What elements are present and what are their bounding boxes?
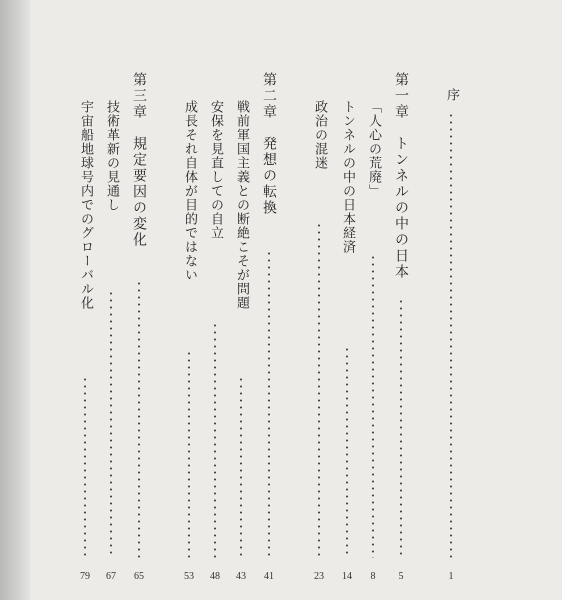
chapter-title: 第三章 規定要因の変化 [131,72,147,248]
chapter-title: 第一章 トンネルの中の日本 [393,72,409,280]
leader-dots [372,254,374,558]
section-title: 宇宙船地球号内でのグローバル化 [78,100,93,310]
leader-dots [214,322,216,558]
section-title: 「人心の荒廃」 [366,100,381,198]
toc-entry-jo[interactable] [440,0,462,600]
toc-page-number: 48 [210,571,220,582]
leader-dots [346,346,348,558]
toc-entry-section-2-3[interactable] [178,0,200,600]
section-title: トンネルの中の日本経済 [340,100,355,254]
leader-dots [188,350,190,558]
toc-entry-chapter-2[interactable] [258,0,280,600]
section-title: 政治の混迷 [312,100,327,170]
leader-dots [240,376,242,558]
toc-page-number: 43 [236,571,246,582]
toc-entry-section-1-2[interactable] [336,0,358,600]
toc-page [30,0,562,600]
toc-entry-section-1-1[interactable] [362,0,384,600]
leader-dots [450,112,452,558]
toc-page-number: 8 [370,571,376,582]
toc-page-number: 5 [398,571,404,582]
toc-page-number: 53 [184,571,194,582]
section-title: 戦前軍国主義との断絶こそが問題 [234,100,249,310]
toc-page-number: 14 [342,571,352,582]
toc-entry-section-3-1[interactable] [100,0,122,600]
section-title: 安保を見直しての自立 [208,100,223,240]
toc-entry-chapter-1[interactable] [390,0,412,600]
leader-dots [138,280,140,558]
toc-entry-section-3-2[interactable] [74,0,96,600]
leader-dots [84,376,86,558]
toc-page-number: 79 [80,571,90,582]
section-title: 技術革新の見通し [104,100,119,212]
toc-page-number: 23 [314,571,324,582]
leader-dots [318,222,320,558]
leader-dots [110,290,112,558]
toc-title: 序 [444,88,459,102]
section-title: 成長それ自体が目的ではない [182,100,197,282]
toc-entry-chapter-3[interactable] [128,0,150,600]
toc-page-number: 1 [448,571,454,582]
book-gutter [0,0,30,600]
leader-dots [268,250,270,558]
toc-entry-section-2-2[interactable] [204,0,226,600]
toc-page-number: 65 [134,571,144,582]
toc-page-number: 67 [106,571,116,582]
toc-entry-section-1-3[interactable] [308,0,330,600]
chapter-title: 第二章 発想の転換 [261,72,277,216]
leader-dots [400,298,402,558]
toc-entry-section-2-1[interactable] [230,0,252,600]
toc-page-number: 41 [264,571,274,582]
